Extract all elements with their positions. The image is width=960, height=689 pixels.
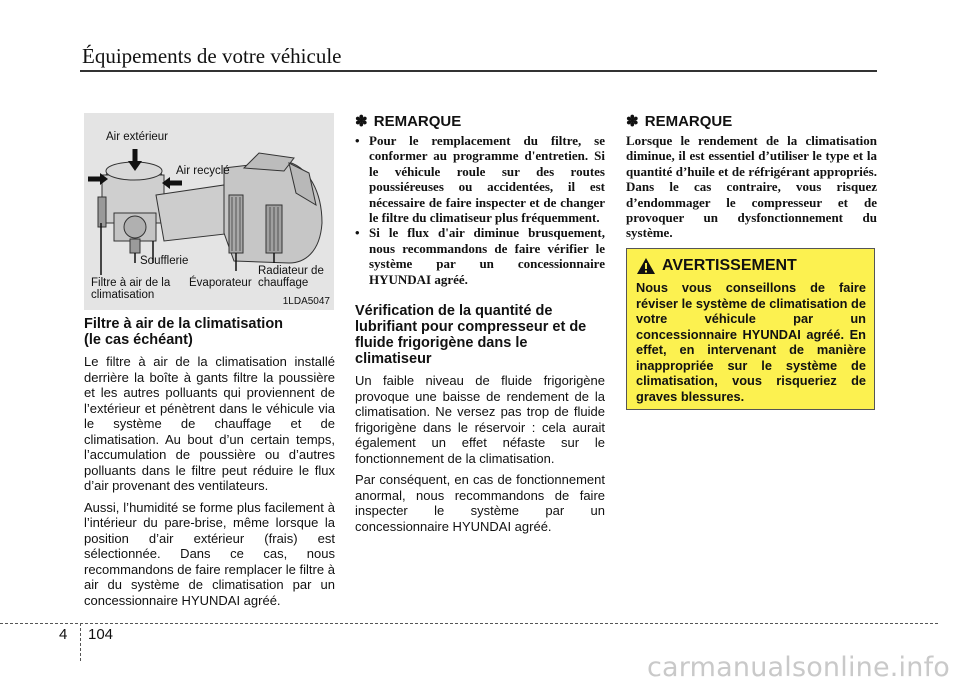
list-item xyxy=(355,225,605,287)
warning-title: AVERTISSEMENT xyxy=(662,257,797,274)
remark-text: Lorsque le rendement de la climatisation diminue, il est essentiel d’utiliser le type et la quantité d’huile et de réfrigérant appropriés. Dans le cas contraire, vous risquez d’endommager le compresseur et de provoquer un dysfonctionnement du système. xyxy=(626,133,877,241)
column-right xyxy=(626,113,877,241)
column-left xyxy=(84,316,335,614)
section-heading-line2: (le cas échéant) xyxy=(84,332,193,348)
section-heading-refrigerant: Vérification de la quantité de lubrifiant pour compresseur et de fluide frigorigène dans le climatiseur xyxy=(355,303,587,368)
remark-heading xyxy=(355,113,605,130)
section-heading-line1: Filtre à air de la climatisation xyxy=(84,316,284,332)
list-item-text: Si le flux d'air diminue brusquement, nous recommandons de faire vérifier le système par un concessionnaire HYUNDAI agréé. xyxy=(369,225,605,287)
remark-heading xyxy=(626,113,877,130)
figure-code: 1LDA5047 xyxy=(282,296,330,307)
hvac-diagram-figure xyxy=(84,113,334,310)
label-filter xyxy=(91,277,170,301)
footer-divider xyxy=(0,623,938,624)
remark-list xyxy=(355,133,605,287)
header-divider xyxy=(80,70,877,72)
paragraph: Le filtre à air de la climatisation installé derrière la boîte à gants filtre la poussière et les autres polluants qui proviennent de l’extérieur et pénètrent dans le véhicule via le système de chauffage et de climatisation. Au bout d’un certain temps, l’accumulation de poussière ou d’autres polluants dans le filtre peut réduire le flux d’air provenant des ventilateurs. xyxy=(84,354,335,493)
footer-vertical-divider xyxy=(80,623,81,661)
page-number: 104 xyxy=(88,626,114,643)
remark-star-icon: ✽ xyxy=(626,113,639,130)
remark-title: REMARQUE xyxy=(644,113,733,130)
warning-box xyxy=(626,248,875,410)
paragraph: Par conséquent, en cas de fonctionnement anormal, nous recommandons de faire inspecter le système par un concessionnaire HYUNDAI agréé. xyxy=(355,472,605,534)
list-item xyxy=(355,133,605,225)
paragraph: Un faible niveau de fluide frigorigène provoque une baisse de rendement de la climatisation. Ne versez pas trop de fluide frigorigène dans le réservoir : cela aurait également un effet néfaste sur le fonctionnement de la climatisation. xyxy=(355,373,605,466)
paragraph: Aussi, l’humidité se forme plus facilement à l’intérieur du pare-brise, même lorsque la position d’air extérieur (frais) est sélectionnée. Dans ce cas, nous recommandons de faire remplacer le filtre à air du système de climatisation par un concessionnaire HYUNDAI agréé. xyxy=(84,499,335,608)
column-middle xyxy=(355,113,605,540)
label-air-recycled: Air recyclé xyxy=(176,165,230,177)
remark-title: REMARQUE xyxy=(373,113,462,130)
remark-star-icon: ✽ xyxy=(355,113,368,130)
warning-triangle-icon xyxy=(636,257,656,275)
label-heater xyxy=(258,265,324,289)
label-heater-line2: chauffage xyxy=(258,277,309,289)
bullet-icon: • xyxy=(355,225,360,241)
warning-text: Nous vous conseillons de faire réviser le système de climatisation de votre véhicule par un concessionnaire HYUNDAI agréé. En effet, en intervenant de manière inappropriée sur le système de climatisation, vous risqueriez de graves blessures. xyxy=(636,280,866,404)
section-heading-ac-filter xyxy=(84,316,335,348)
chapter-number: 4 xyxy=(59,626,68,643)
list-item-text: Pour le remplacement du filtre, se conformer au programme d'entretien. Si le véhicule roule sur des routes poussiéreuses ou accidentées, il est nécessaire de faire inspecter et de changer le filtre du climatiseur plus fréquemment. xyxy=(369,133,605,226)
label-filter-line2: climatisation xyxy=(91,289,155,301)
label-evaporator: Évaporateur xyxy=(189,277,252,289)
label-filter-line1: Filtre à air de la xyxy=(91,277,171,289)
bullet-icon: • xyxy=(355,133,360,148)
label-air-exterior: Air extérieur xyxy=(106,131,168,143)
warning-header xyxy=(636,257,866,275)
watermark: carmanualsonline.info xyxy=(647,652,950,683)
page-header-title: Équipements de votre véhicule xyxy=(82,44,342,68)
label-blower: Soufflerie xyxy=(140,255,189,267)
label-heater-line1: Radiateur de xyxy=(258,265,324,277)
